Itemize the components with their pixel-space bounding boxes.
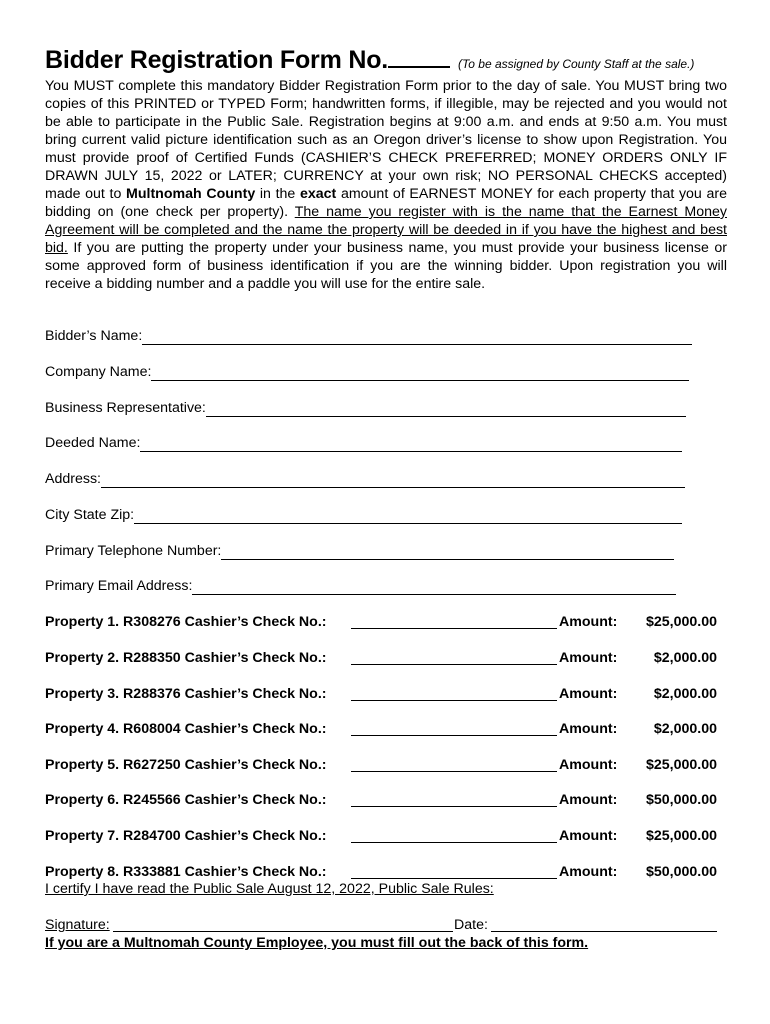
instructions-paragraph <box>45 77 727 293</box>
deeded-name-field <box>45 434 682 452</box>
instructions-text-3: amount of EARNEST MONEY for each property that you are bidding on (one check per property). <box>45 186 727 220</box>
address-field <box>45 470 685 488</box>
deeded-name-input[interactable] <box>140 436 682 452</box>
property-label: Property 7. R284700 Cashier’s Check No.: <box>45 828 327 844</box>
deeded-name-label: Deeded Name: <box>45 435 141 451</box>
telephone-label: Primary Telephone Number: <box>45 543 222 559</box>
property-label: Property 5. R627250 Cashier’s Check No.: <box>45 757 327 773</box>
check-number-input[interactable] <box>351 720 557 736</box>
check-number-input[interactable] <box>351 756 557 772</box>
property-label: Property 1. R308276 Cashier’s Check No.: <box>45 614 327 630</box>
property-label: Property 8. R333881 Cashier’s Check No.: <box>45 864 327 880</box>
county-name: Multnomah County <box>126 186 256 202</box>
amount-label: Amount: <box>559 828 618 844</box>
property-label: Property 4. R608004 Cashier’s Check No.: <box>45 721 327 737</box>
amount-value: $50,000.00 <box>645 792 717 808</box>
title-row <box>45 46 694 75</box>
address-input[interactable] <box>101 472 685 488</box>
amount-value: $25,000.00 <box>645 828 717 844</box>
property-row <box>45 613 725 631</box>
signature-label: Signature: <box>45 917 110 933</box>
instructions-text-4: If you are putting the property under your business name, you must provide your business license or some approved form of business identification if you are the winning bidder. Upon registration you will receive a bidding number and a paddle you will use for the entire sale. <box>45 240 727 292</box>
property-label: Property 3. R288376 Cashier’s Check No.: <box>45 686 327 702</box>
amount-label: Amount: <box>559 650 618 666</box>
amount-label: Amount: <box>559 757 618 773</box>
business-representative-label: Business Representative: <box>45 400 206 416</box>
bidder-name-field <box>45 327 692 345</box>
property-row <box>45 756 725 774</box>
bidder-name-label: Bidder’s Name: <box>45 328 143 344</box>
property-row <box>45 685 725 703</box>
form-title: Bidder Registration Form No. <box>45 46 389 74</box>
amount-value: $2,000.00 <box>653 721 717 737</box>
check-number-input[interactable] <box>351 685 557 701</box>
amount-label: Amount: <box>559 721 618 737</box>
amount-value: $25,000.00 <box>645 614 717 630</box>
check-number-input[interactable] <box>351 827 557 843</box>
city-state-zip-field <box>45 506 682 524</box>
amount-label: Amount: <box>559 864 618 880</box>
amount-value: $25,000.00 <box>645 757 717 773</box>
telephone-input[interactable] <box>221 544 674 560</box>
amount-value: $2,000.00 <box>653 686 717 702</box>
property-label: Property 2. R288350 Cashier’s Check No.: <box>45 650 327 666</box>
date-label: Date: <box>454 917 488 933</box>
form-number-blank[interactable] <box>388 46 450 68</box>
city-state-zip-label: City State Zip: <box>45 507 135 523</box>
business-representative-field <box>45 399 686 417</box>
deed-name-warning: The name you register with is the name that the Earnest Money Agreement will be completed and the name the property will be deeded in if you have the highest and best bid. <box>45 204 727 256</box>
address-label: Address: <box>45 471 101 487</box>
instructions-text-2: in the <box>255 186 300 202</box>
amount-value: $50,000.00 <box>645 864 717 880</box>
date-input[interactable] <box>491 916 717 932</box>
bidder-name-input[interactable] <box>142 329 692 345</box>
company-name-input[interactable] <box>151 365 689 381</box>
form-number-note: (To be assigned by County Staff at the sale.) <box>458 57 695 71</box>
email-field <box>45 577 676 595</box>
business-representative-input[interactable] <box>206 401 686 417</box>
check-number-input[interactable] <box>351 649 557 665</box>
property-row <box>45 827 725 845</box>
check-number-input[interactable] <box>351 863 557 879</box>
property-row <box>45 791 725 809</box>
property-label: Property 6. R245566 Cashier’s Check No.: <box>45 792 327 808</box>
amount-label: Amount: <box>559 792 618 808</box>
exact-emphasis: exact <box>299 186 337 202</box>
amount-label: Amount: <box>559 686 618 702</box>
instructions-text-1: You MUST complete this mandatory Bidder Registration Form prior to the day of sale. You MUST bring two copies of this PRINTED or TYPED Form; handwritten forms, if illegible, may be rejected and you would not be able to participate in the Public Sale. Registration begins at 9:00 a.m. and ends at 9:50 a.m. You must bring current valid picture identification such as an Oregon driver’s license to show upon Registration. You must provide proof of Certified Funds (CASHIER’S CHECK PREFERRED; MONEY ORDERS ONLY IF DRAWN JULY 15, 2022 or LATER; CURRENCY at your own risk; NO PERSONAL CHECKS accepted) made out to <box>45 78 727 202</box>
property-row <box>45 649 725 667</box>
amount-label: Amount: <box>559 614 618 630</box>
employee-notice: If you are a Multnomah County Employee, you must fill out the back of this form. <box>45 935 589 951</box>
amount-value: $2,000.00 <box>653 650 717 666</box>
certification-statement: I certify I have read the Public Sale August 12, 2022, Public Sale Rules: <box>45 881 494 897</box>
email-label: Primary Email Address: <box>45 578 193 594</box>
check-number-input[interactable] <box>351 791 557 807</box>
company-name-field <box>45 363 689 381</box>
telephone-field <box>45 542 674 560</box>
check-number-input[interactable] <box>351 613 557 629</box>
city-state-zip-input[interactable] <box>134 508 682 524</box>
property-row <box>45 863 725 881</box>
signature-input[interactable] <box>113 916 453 932</box>
property-row <box>45 720 725 738</box>
company-name-label: Company Name: <box>45 364 152 380</box>
email-input[interactable] <box>192 579 676 595</box>
